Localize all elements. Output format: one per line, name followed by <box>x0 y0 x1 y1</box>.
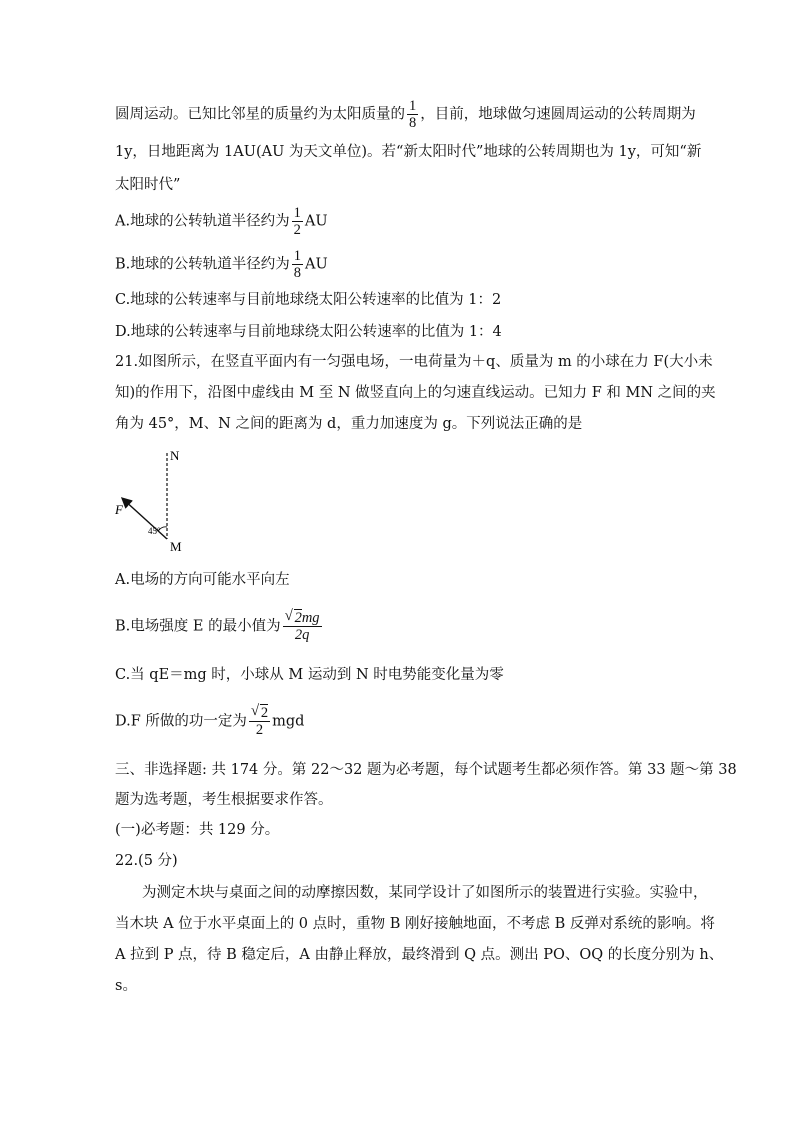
q21-option-d: D.F 所做的功一定为 √ 2 2 mgd <box>115 703 305 738</box>
section3-line-1: 三、非选择题: 共 174 分。第 22～32 题为必考题，每个试题考生都必须作答。第 33 题～第 38 <box>115 762 737 778</box>
q20-option-d: D.地球的公转速率与目前地球绕太阳公转速率的比值为 1：4 <box>115 324 502 340</box>
label-f: F <box>115 502 123 517</box>
sqrt-symbol: √ 2 <box>284 608 302 626</box>
q22-line-2: 当木块 A 位于水平桌面上的 0 点时，重物 B 刚好接触地面，不考虑 B 反弹对系统的影响。将 <box>115 916 715 932</box>
q20-option-b: B.地球的公转轨道半径约为 $\frac{1}{8}$ AU <box>115 248 328 281</box>
force-diagram <box>110 447 200 557</box>
q22-header: 22.(5 分) <box>115 853 178 869</box>
q20-line-3: 太阳时代” <box>115 177 181 193</box>
fraction-one-half: $\frac{1}{2}$ <box>293 205 301 238</box>
section3-subheading: (一)必考题：共 129 分。 <box>115 822 280 838</box>
fraction-sqrt2mg-over-2q: √ 2mg 2q <box>284 608 320 643</box>
q20-line-2: 1y，日地距离为 1AU(AU 为天文单位)。若“新太阳时代”地球的公转周期也为 1y，可知“新 <box>115 144 702 160</box>
fraction-one-eighth: $\frac{1}{8}$ <box>293 248 302 281</box>
q21-option-b: B.电场强度 E 的最小值为 √ 2mg 2q <box>115 608 320 643</box>
fraction-sqrt2-over-2: √ 2 2 <box>250 703 269 738</box>
q21-line-1: 21.如图所示，在竖直平面内有一匀强电场，一电荷量为＋q、质量为 m 的小球在力 F(大小未 <box>115 354 713 370</box>
fraction-one-eighth: $\frac{1}{8}$ <box>409 98 417 131</box>
sqrt-symbol: √ 2 <box>250 703 269 721</box>
label-n: N <box>170 448 180 463</box>
q20-line-1 <box>115 98 696 131</box>
q22-line-4: s。 <box>115 978 137 994</box>
label-m: M <box>170 539 182 554</box>
q20-option-c: C.地球的公转速率与目前地球绕太阳公转速率的比值为 1：2 <box>115 292 502 308</box>
q21-line-3: 角为 45°，M、N 之间的距离为 d，重力加速度为 g。下列说法正确的是 <box>115 416 583 432</box>
label-angle-45: 45° <box>148 526 161 536</box>
q20-option-a: A.地球的公转轨道半径约为 $\frac{1}{2}$ AU <box>115 205 328 238</box>
section3-line-2: 题为选考题，考生根据要求作答。 <box>115 792 333 808</box>
q21-option-a: A.电场的方向可能水平向左 <box>115 572 290 588</box>
q22-line-1: 为测定木块与桌面之间的动摩擦因数，某同学设计了如图所示的装置进行实验。实验中， <box>142 885 708 901</box>
q20-text: ，目前，地球做匀速圆周运动的公转周期为 <box>420 106 696 123</box>
q20-text: 圆周运动。已知比邻星的质量约为太阳质量的 <box>115 106 405 123</box>
q22-line-3: A 拉到 P 点，待 B 稳定后，A 由静止释放，最终滑到 Q 点。测出 PO、OQ 的长度分别为 h、 <box>115 947 724 963</box>
q21-option-c: C.当 qE＝mg 时，小球从 M 运动到 N 时电势能变化量为零 <box>115 667 504 683</box>
q21-line-2: 知)的作用下，沿图中虚线由 M 至 N 做竖直向上的匀速直线运动。已知力 F 和 MN 之间的夹 <box>115 385 716 401</box>
